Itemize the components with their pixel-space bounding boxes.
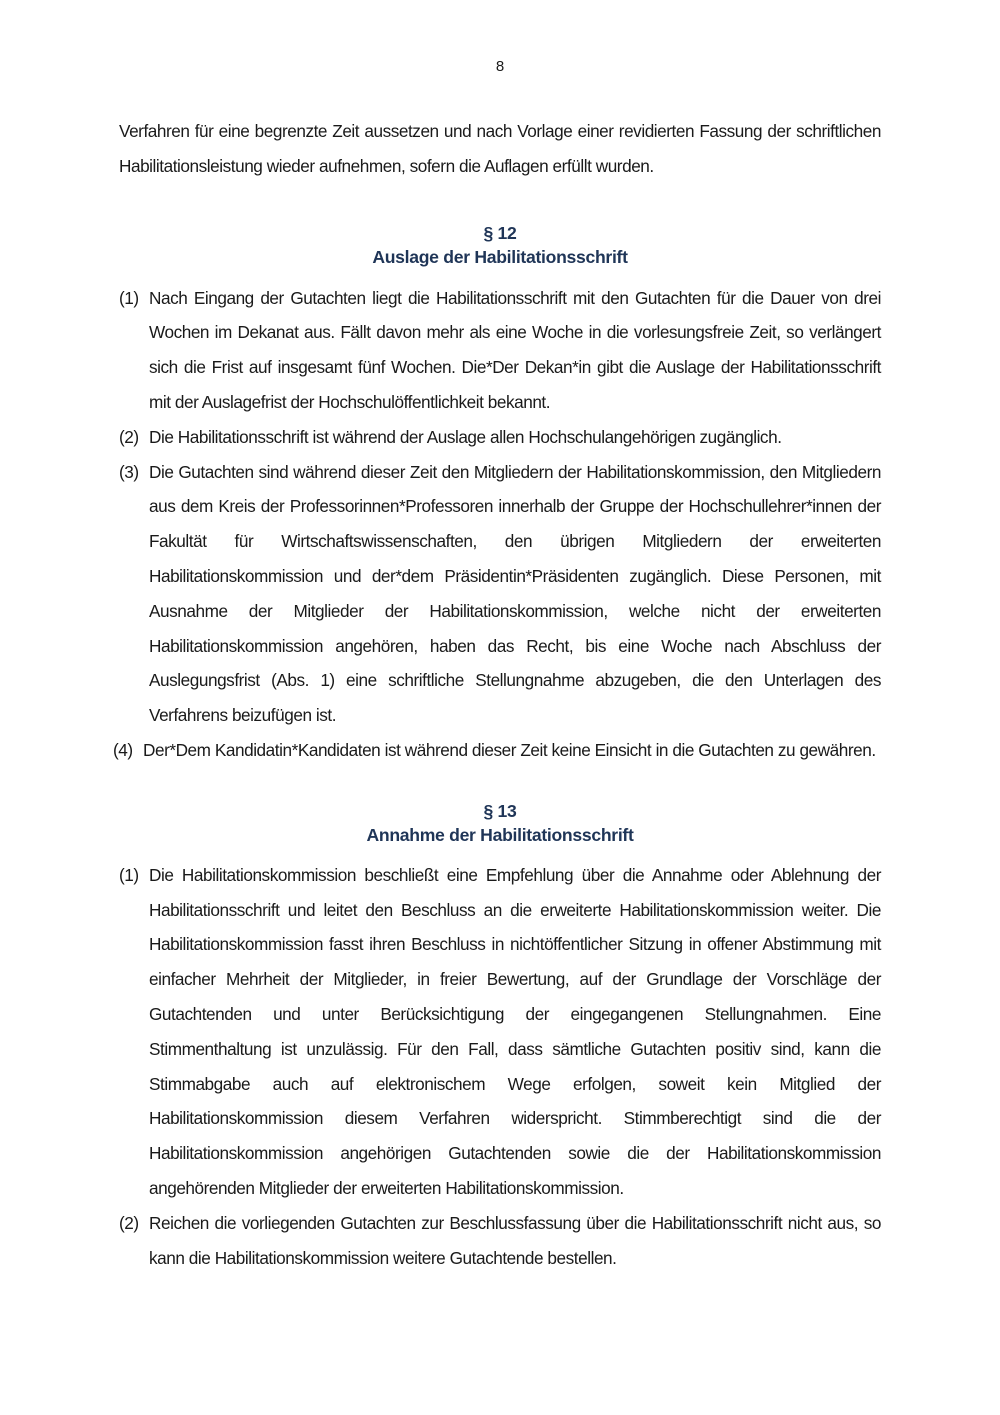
section-13-item-1 — [119, 858, 881, 1206]
page-content — [113, 114, 881, 1275]
section-12-title: Auslage der Habilitationsschrift — [372, 246, 628, 267]
item-marker: (1) — [119, 287, 139, 308]
item-text: Die Gutachten sind während dieser Zeit den Mitgliedern der Habilitationskommission, den Mitgliedern aus dem Kreis der Professorinnen*Professoren innerhalb der Gruppe der Hochschullehrer*innen der Fakultät für Wirtschaftswissenschaften, den übrigen Mitgliedern der erweiterten Habilitationskommission und der*dem Präsidentin*Präsidenten zugänglich. Diese Personen, mit Ausnahme der Mitglieder der Habilitationskommission, welche nicht der erweiterten Habilitationskommission angehören, haben das Recht, bis eine Woche nach Abschluss der Auslegungsfrist (Abs. 1) eine schriftliche Stellungnahme abzugeben, die den Unterlagen des Verfahrens beizufügen ist. — [149, 461, 881, 726]
section-13-item-2 — [119, 1206, 881, 1276]
section-13-list — [119, 858, 881, 1276]
section-13-heading — [119, 799, 881, 847]
item-text: Die Habilitationskommission beschließt eine Empfehlung über die Annahme oder Ablehnung der Habilitationsschrift und leitet den Beschluss an die erweiterte Habilitationskommission weiter. Die Habilitationskommission fasst ihren Beschluss in nichtöffentlicher Sitzung in offener Abstimmung mit einfacher Mehrheit der Mitglieder, in freier Bewertung, auf der Grundlage der Vorschläge der Gutachtenden und unter Berücksichtigung der eingegangenen Stellungnahmen. Eine Stimmenthaltung ist unzulässig. Für den Fall, dass sämtliche Gutachten positiv sind, kann die Stimmabgabe auch auf elektronischem Wege erfolgen, soweit kein Mitglied der Habilitationskommission diesem Verfahren widerspricht. Stimmberechtigt sind die der Habilitationskommission angehörigen Gutachtenden sowie die der Habilitationskommission angehörenden Mitglieder der erweiterten Habilitationskommission. — [149, 864, 881, 1198]
section-12-item-4 — [113, 733, 881, 768]
item-text: Reichen die vorliegenden Gutachten zur Beschlussfassung über die Habilitationsschrift nicht aus, so kann die Habilitationskommission weitere Gutachtende bestellen. — [149, 1212, 881, 1268]
item-marker: (2) — [119, 426, 139, 447]
item-text: Die Habilitationsschrift ist während der Auslage allen Hochschulangehörigen zugänglich. — [149, 426, 782, 447]
section-12-list — [113, 281, 881, 768]
intro-paragraph: Verfahren für eine begrenzte Zeit aussetzen und nach Vorlage einer revidierten Fassung der schriftlichen Habilitationsleistung wieder aufnehmen, sofern die Auflagen erfüllt wurden. — [119, 121, 881, 176]
item-text: Nach Eingang der Gutachten liegt die Habilitationsschrift mit den Gutachten für die Dauer von drei Wochen im Dekanat aus. Fällt davon mehr als eine Woche in die vorlesungsfreie Zeit, so verlängert sich die Frist auf insgesamt fünf Wochen. Die*Der Dekan*in gibt die Auslage der Habilitationsschrift mit der Auslagefrist der Hochschulöffentlichkeit bekannt. — [149, 287, 881, 412]
page-number: 8 — [495, 58, 505, 75]
section-12-number: § 12 — [483, 222, 517, 243]
section-13-title: Annahme der Habilitationsschrift — [366, 824, 634, 845]
item-marker: (1) — [119, 864, 139, 885]
item-marker: (2) — [119, 1212, 139, 1233]
section-13-number: § 13 — [483, 800, 517, 821]
section-12-item-3 — [119, 455, 881, 733]
section-12-heading — [119, 221, 881, 269]
item-text: Der*Dem Kandidatin*Kandidaten ist während dieser Zeit keine Einsicht in die Gutachten zu gewähren. — [143, 739, 876, 760]
section-12-item-1 — [119, 281, 881, 420]
item-marker: (4) — [113, 739, 133, 760]
item-marker: (3) — [119, 461, 139, 482]
section-12-item-2 — [119, 420, 881, 455]
